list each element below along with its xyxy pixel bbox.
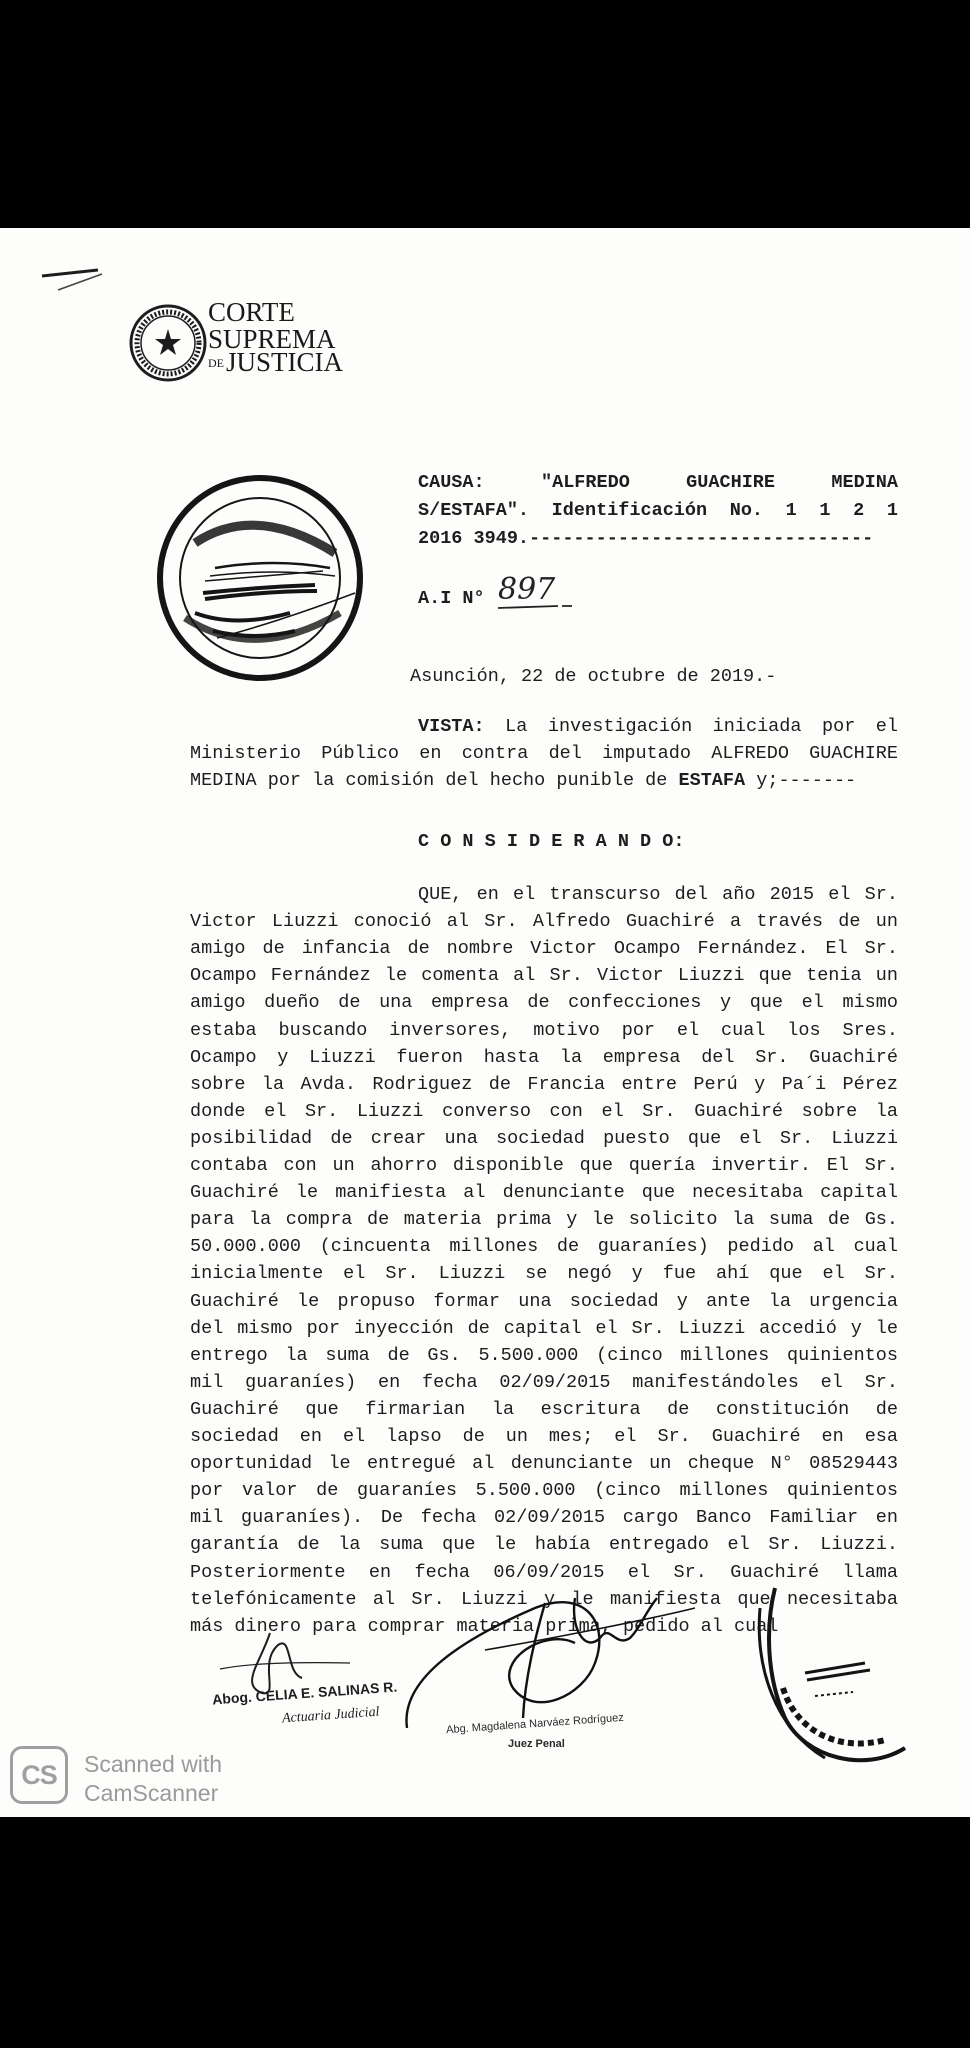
- ai-label: A.I N°: [418, 588, 485, 609]
- center-signer-title: Juez Penal: [508, 1738, 565, 1750]
- poder-judicial-stamp: [155, 473, 365, 683]
- juzgado-stamp: [745, 1568, 925, 1778]
- body-line: mil guaraníes) en fecha 02/09/2015 manifestándoles el Sr.: [190, 1371, 898, 1393]
- body-line: posibilidad de crear una sociedad puesto que el Sr. Liuzzi: [190, 1127, 898, 1149]
- body-line: estaba buscando inversores, motivo por el cual los Sres.: [190, 1019, 898, 1041]
- body-line: donde el Sr. Liuzzi converso con el Sr. Guachiré sobre la: [190, 1100, 898, 1122]
- considerando-heading: C O N S I D E R A N D O:: [418, 831, 685, 852]
- body-line: sociedad en el lapso de un mes; el Sr. Guachiré en esa: [190, 1426, 898, 1447]
- vista-line-2: Ministerio Público en contra del imputado ALFREDO GUACHIRE: [190, 743, 898, 764]
- body-line: contaba con un ahorro disponible que quería invertir. El Sr.: [190, 1155, 898, 1176]
- vista-line-3: [190, 768, 856, 794]
- body-line: oportunidad le entregué al denunciante un cheque N° 08529443: [190, 1453, 898, 1475]
- body-line: 50.000.000 (cincuenta millones de guaraníes) pedido al cual: [190, 1236, 898, 1258]
- ai-number: 897: [498, 572, 556, 607]
- body-line: Ocampo Fernández le comenta al Sr. Victor Liuzzi que tenia un: [190, 965, 898, 987]
- document-page: [0, 228, 970, 1817]
- body-line: amigo de infancia de nombre Victor Ocampo Fernández. El Sr.: [190, 938, 898, 960]
- vista-text-3: MEDINA por la comisión del hecho punible de: [190, 770, 668, 791]
- vista-crime: ESTAFA: [678, 770, 746, 791]
- vista-end: y;-------: [756, 770, 857, 791]
- body-line: del mismo por inyección de capital el Sr. Liuzzi accedió y le: [190, 1317, 898, 1339]
- seal-icon: [128, 303, 208, 383]
- body-line: telefónicamente al Sr. Liuzzi y le manifiesta que necesitaba: [190, 1588, 898, 1610]
- logo-de: DE: [208, 356, 224, 370]
- causa-label: CAUSA:: [418, 472, 485, 493]
- causa-identification: Identificación No. 1 1 2 1: [551, 500, 898, 521]
- center-signature: [395, 1568, 715, 1738]
- body-line: para la compra de materia prima y le solicito la suma de Gs.: [190, 1209, 898, 1231]
- margin-mark: [36, 254, 116, 294]
- left-signer-title: Actuaria Judicial: [281, 1704, 380, 1727]
- causa-line-2: [418, 498, 898, 524]
- body-line: QUE, en el transcurso del año 2015 el Sr.: [418, 884, 898, 905]
- causa-line-3: 2016 3949.-------------------------------: [418, 528, 874, 549]
- body-line: Victor Liuzzi conoció al Sr. Alfredo Guachiré a través de un: [190, 911, 898, 933]
- body-line: amigo dueño de una empresa de confecciones y que el mismo: [190, 992, 898, 1014]
- camscanner-logo-icon: [10, 1746, 68, 1804]
- body-line: Guachiré le propuso formar una sociedad y ante la urgencia: [190, 1290, 898, 1312]
- vista-line-1: [418, 714, 898, 740]
- camscanner-line-1: Scanned with: [84, 1751, 223, 1777]
- body-line: entrego la suma de Gs. 5.500.000 (cinco millones quinientos: [190, 1344, 898, 1366]
- body-line: Posteriormente en fecha 06/09/2015 el Sr. Guachiré llama: [190, 1561, 898, 1583]
- body-line: sobre la Avda. Rodriguez de Francia entre Perú y Pa´i Pérez: [190, 1073, 898, 1095]
- center-signer-name: Abg. Magdalena Narváez Rodríguez: [445, 1711, 625, 1737]
- ai-underline: [496, 596, 576, 612]
- body-line: Guachiré le manifiesta al denunciante que necesitaba capital: [190, 1182, 898, 1204]
- body-line: Guachiré que firmarian la escritura de constitución de: [190, 1398, 898, 1420]
- logo-corte: CORTE: [208, 297, 295, 327]
- date-line: Asunción, 22 de octubre de 2019.-: [410, 666, 777, 687]
- body-line: más dinero para comprar materia prima, pedido al cual: [190, 1615, 779, 1637]
- body-line: inicialmente el Sr. Liuzzi se negó y fue ahí que el Sr.: [190, 1263, 898, 1285]
- logo-justicia: JUSTICIA: [226, 347, 344, 377]
- body-line: garantía de la suma que le había entregado el Sr. Liuzzi.: [190, 1534, 898, 1556]
- left-signer-name: Abog. CELIA E. SALINAS R.: [211, 1678, 398, 1708]
- logo-suprema: SUPREMA: [208, 324, 336, 354]
- causa-crime: S/ESTAFA".: [418, 500, 530, 521]
- vista-label: VISTA:: [418, 716, 485, 737]
- body-line: por valor de guaraníes 5.500.000 (cinco millones quinientos: [190, 1480, 898, 1502]
- causa-parties: "ALFREDO GUACHIRE MEDINA: [541, 472, 898, 493]
- causa-line-1: [418, 470, 898, 496]
- vista-text-1: La investigación iniciada por el: [505, 716, 898, 737]
- body-line: Ocampo y Liuzzi fueron hasta la empresa del Sr. Guachiré: [190, 1046, 898, 1068]
- body-line: mil guaraníes). De fecha 02/09/2015 cargo Banco Familiar en: [190, 1507, 898, 1529]
- camscanner-line-2: CamScanner: [84, 1780, 219, 1806]
- camscanner-logo-text: CS: [21, 1759, 57, 1790]
